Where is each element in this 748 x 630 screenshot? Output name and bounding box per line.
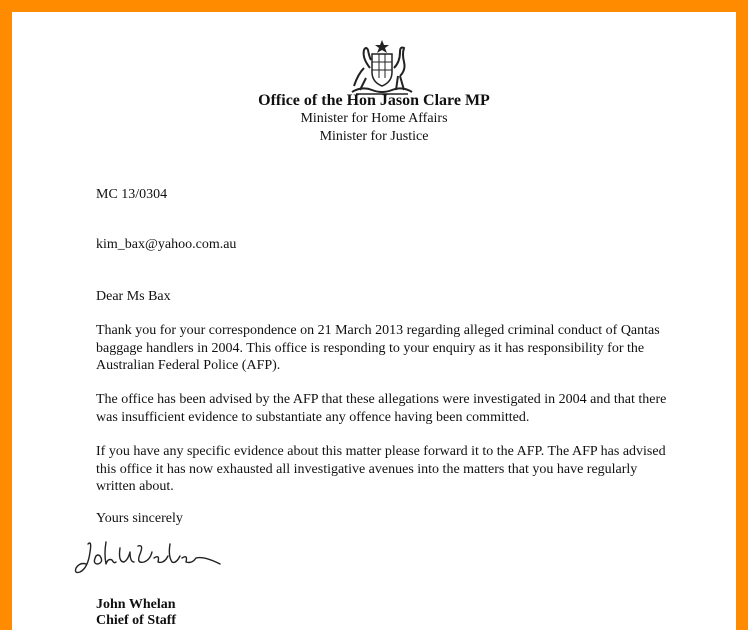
reference-number: MC 13/0304 xyxy=(96,187,168,202)
minister-role-justice: Minister for Justice xyxy=(319,129,429,144)
closing: Yours sincerely xyxy=(96,511,183,526)
body-paragraph: Thank you for your correspondence on 21 March 2013 regarding alleged criminal conduct of Qantas baggage handlers in 2004. This office is responding to your enquiry as it has responsibility for the Australian Federal Police (AFP). xyxy=(96,323,660,373)
body-paragraph: The office has been advised by the AFP that these allegations were investigated in 2004 and that there was insufficient evidence to substantiate any offence having been committed. xyxy=(96,392,667,425)
minister-role-home-affairs: Minister for Home Affairs xyxy=(300,111,448,126)
body-paragraph: If you have any specific evidence about this matter please forward it to the AFP. The AFP has advised this office it has now exhausted all investigative avenues into the matters that you have regularly written about. xyxy=(96,444,666,494)
letter-page xyxy=(12,12,736,630)
recipient-email: kim_bax@yahoo.com.au xyxy=(96,237,237,252)
handwritten-signature-icon xyxy=(70,534,250,586)
salutation: Dear Ms Bax xyxy=(96,289,171,304)
signatory-title: Chief of Staff xyxy=(96,613,177,628)
office-name: Office of the Hon Jason Clare MP xyxy=(258,92,490,109)
coat-of-arms-icon xyxy=(342,38,422,100)
signatory-name: John Whelan xyxy=(96,597,176,612)
